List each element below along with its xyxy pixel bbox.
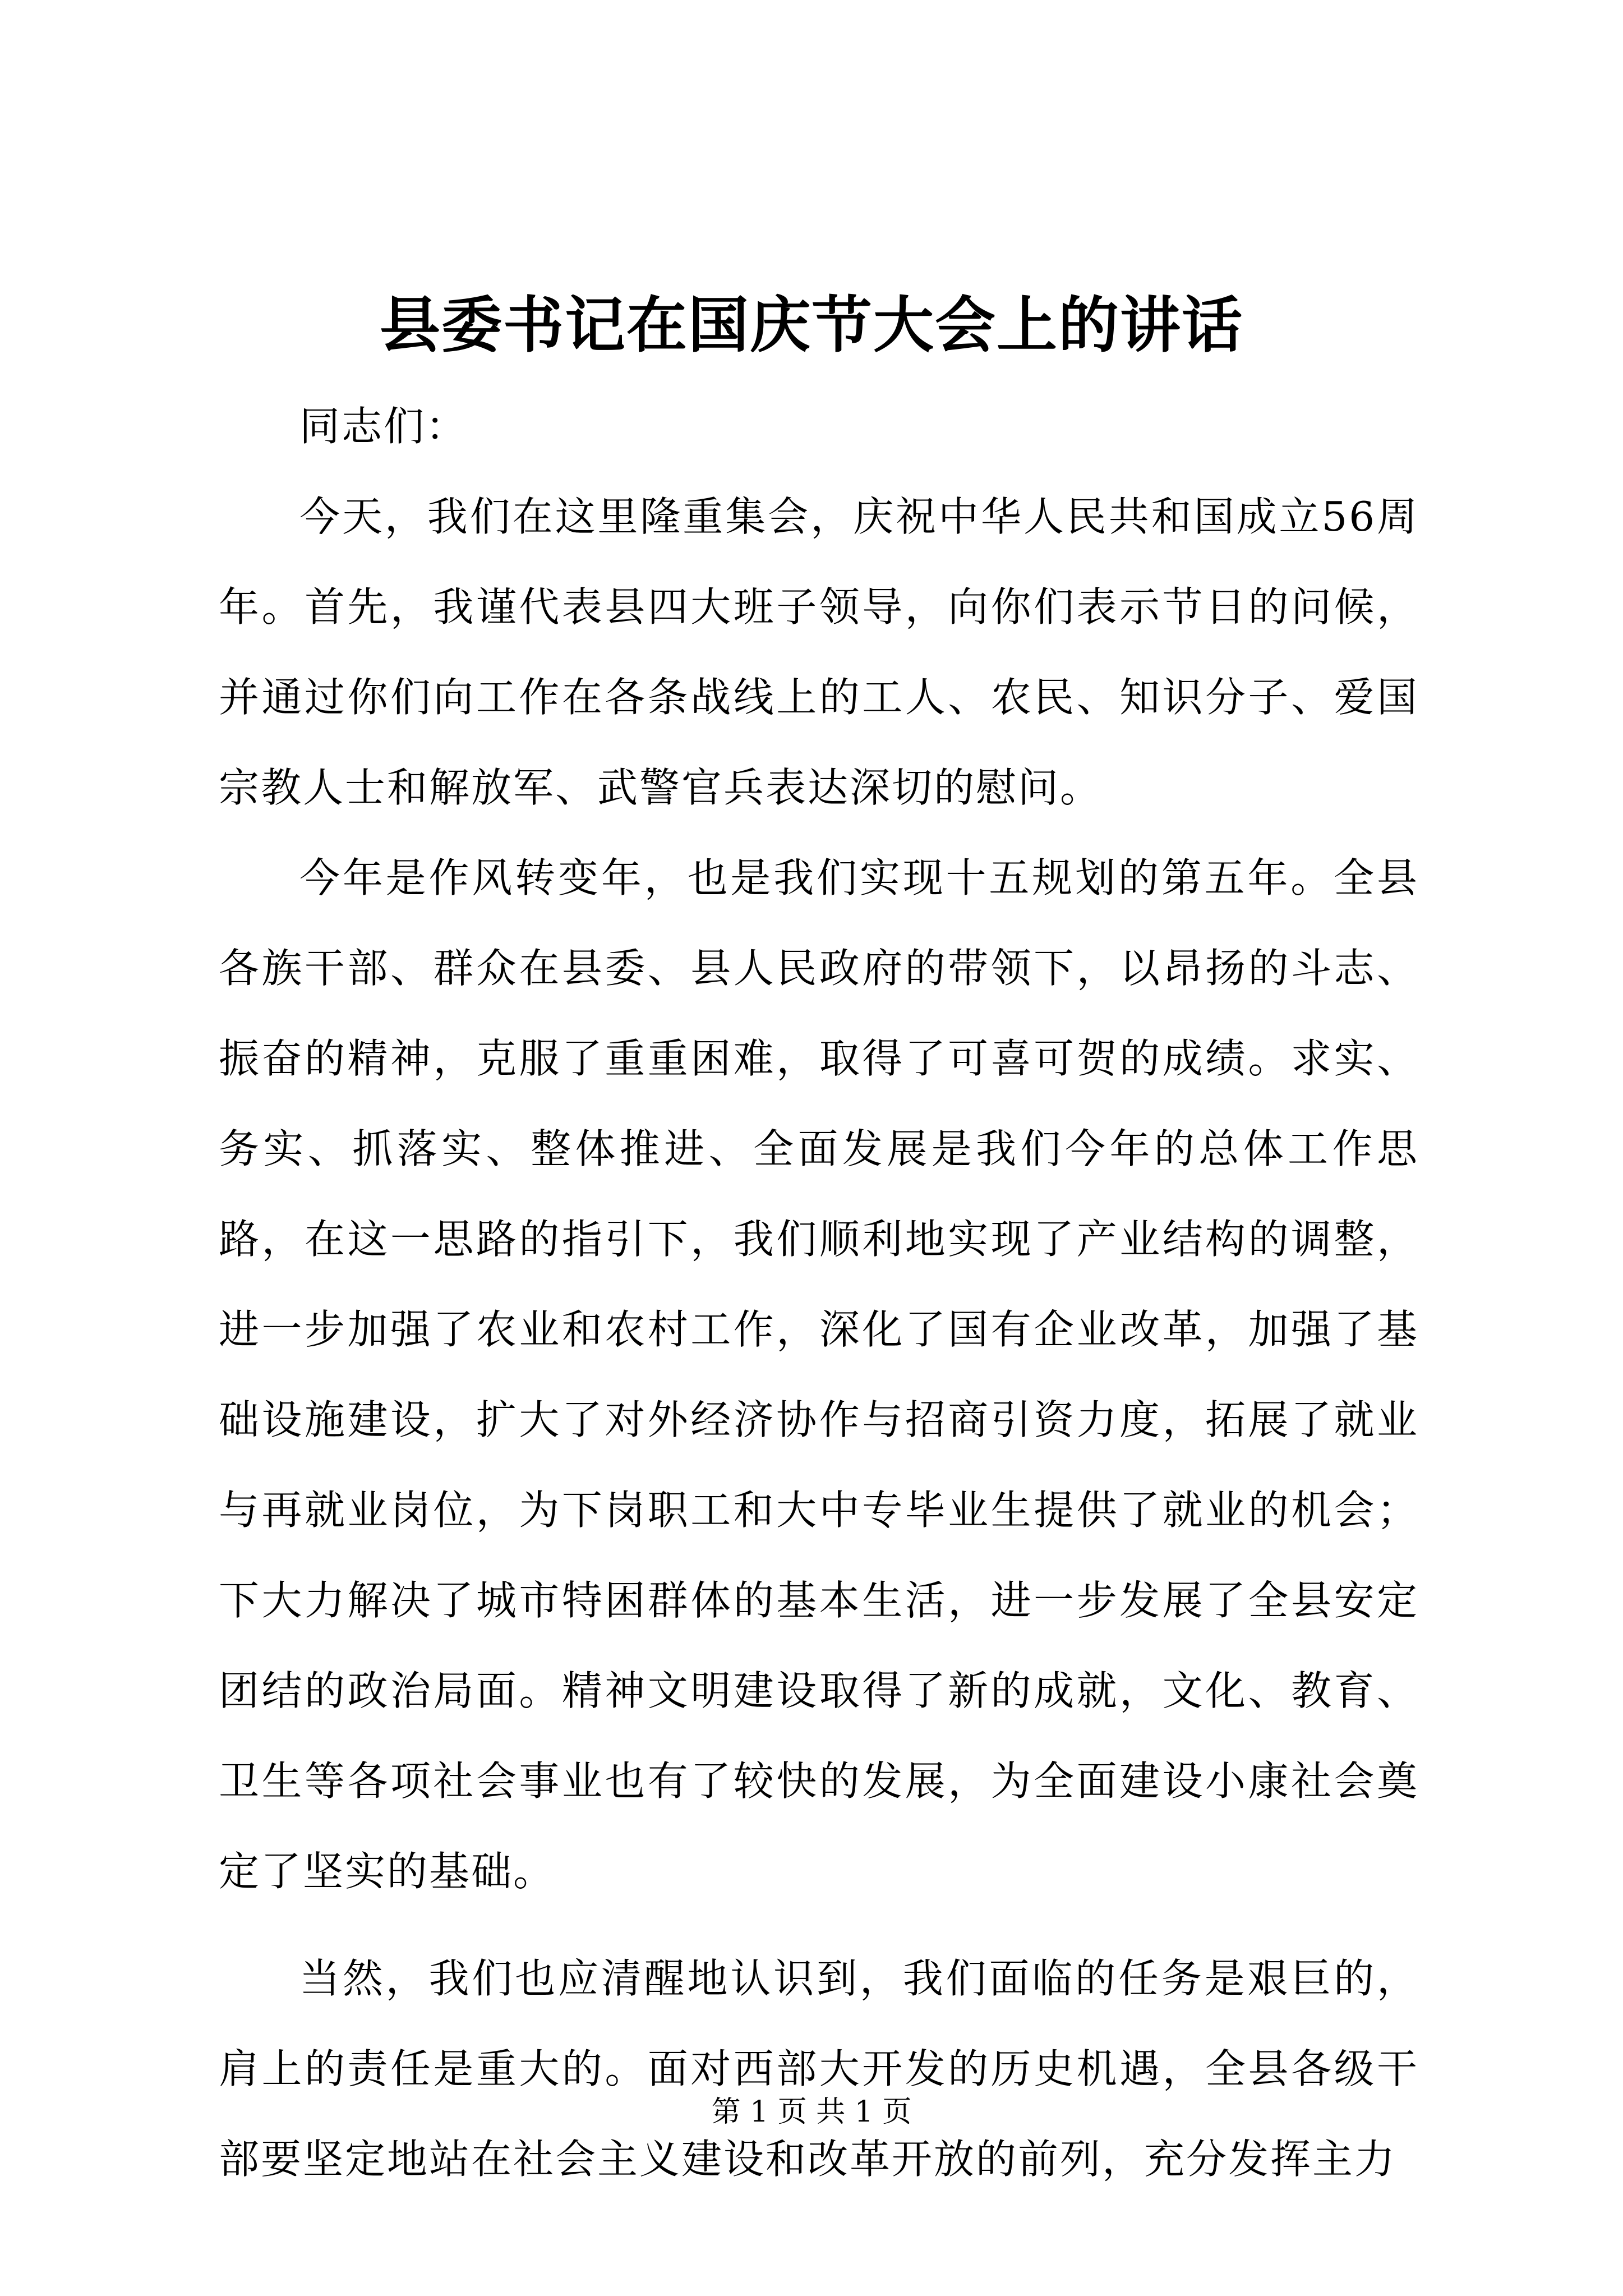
- body-paragraph: 今天，我们在这里隆重集会，庆祝中华人民共和国成立56周年。首先，我谨代表县四大班子领导，向你们表示节日的问候，并通过你们向工作在各条战线上的工人、农民、知识分子、爱国宗教人士和解放军、武警官兵表达深切的慰问。: [219, 493, 1419, 811]
- document-body: [219, 381, 1419, 2205]
- document-title: 县委书记在国庆节大会上的讲话: [379, 290, 1243, 361]
- salutation-paragraph: 同志们：: [299, 403, 468, 450]
- body-paragraph: 今年是作风转变年，也是我们实现十五规划的第五年。全县各族干部、群众在县委、县人民政府的带领下，以昂扬的斗志、振奋的精神，克服了重重困难，取得了可喜可贺的成绩。求实、务实、抓落实、整体推进、全面发展是我们今年的总体工作思路，在这一思路的指引下，我们顺利地实现了产业结构的调整，进一步加强了农业和农村工作，深化了国有企业改革，加强了基础设施建设，扩大了对外经济协作与招商引资力度，拓展了就业与再就业岗位，为下岗职工和大中专毕业生提供了就业的机会；下大力解决了城市特困群体的基本生活，进一步发展了全县安定团结的政治局面。精神文明建设取得了新的成就，文化、教育、卫生等各项社会事业也有了较快的发展，为全面建设小康社会奠定了坚实的基础。: [219, 854, 1419, 1895]
- body-paragraph: 当然，我们也应清醒地认识到，我们面临的任务是艰巨的，肩上的责任是重大的。面对西部大开发的历史机遇，全县各级干部要坚定地站在社会主义建设和改革开放的前列，充分发挥主力: [219, 1955, 1419, 2183]
- page-footer: 第 1 页 共 1 页: [711, 2095, 912, 2129]
